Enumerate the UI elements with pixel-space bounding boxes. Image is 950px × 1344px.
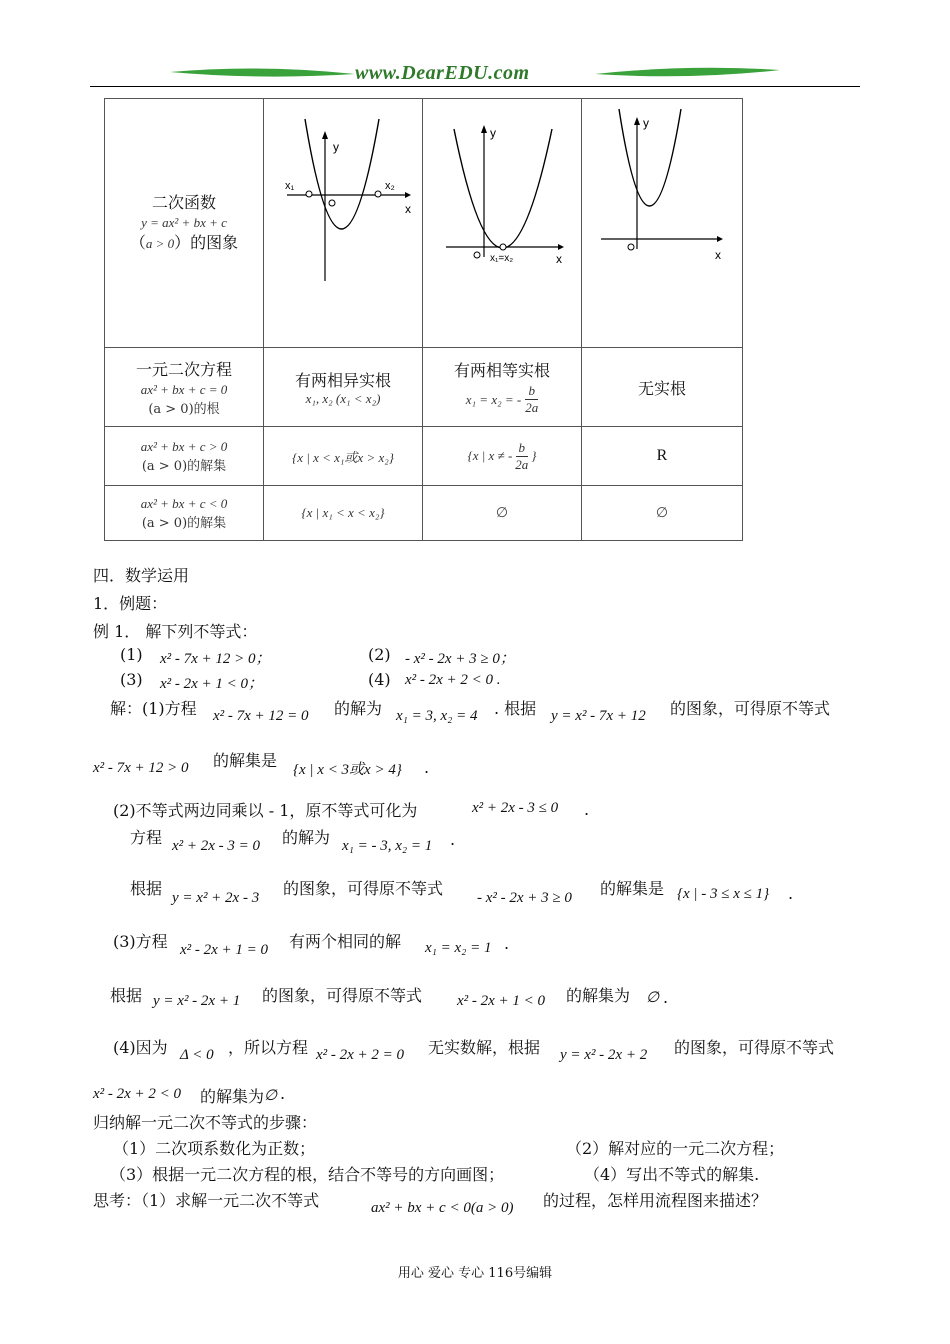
think-text: 思考：（1）求解一元二次不等式 — [93, 1191, 320, 1210]
parabola-two-roots-graph — [265, 99, 421, 343]
condition-suffix: ）的图象 — [174, 232, 239, 252]
row-label-function — [105, 99, 264, 348]
solution-4-text: 无实数解，根据 — [428, 1038, 541, 1057]
problem-1: x² - 7x + 12 > 0； — [160, 651, 271, 667]
table-row — [105, 486, 743, 541]
solution-2-text: 的解为 — [282, 828, 331, 847]
solution-3-roots: x₁ = x₂ = 1 — [425, 940, 492, 956]
graph-two-roots — [264, 99, 423, 348]
greater-solution-double-root — [423, 427, 582, 486]
solution-1-inequality: x² - 7x + 12 > 0 — [93, 760, 189, 776]
solution-4-text: ，所以方程 — [228, 1038, 309, 1057]
solution-1-function: y = x² - 7x + 12 — [551, 708, 646, 724]
no-real-roots-cell: 无实根 — [582, 348, 743, 427]
solution-3-set: ∅ — [646, 990, 660, 1006]
subsection-heading: 1．例题： — [93, 594, 168, 613]
solution-3-period: . — [504, 934, 510, 953]
problem-4-label: (4) — [368, 670, 391, 689]
quadratic-summary-table — [104, 98, 743, 541]
solution-3-text: (3)方程 — [113, 932, 168, 951]
solution-3-function: y = x² - 2x + 1 — [153, 993, 241, 1009]
fraction-numerator: b — [525, 383, 538, 400]
site-title: www.DearEDU.com — [355, 62, 530, 84]
think-text: 的过程，怎样用流程图来描述？ — [543, 1191, 768, 1210]
two-distinct-roots-title: 有两相异实根 — [294, 370, 391, 390]
think-inequality: ax² + bx + c < 0(a > 0) — [371, 1200, 514, 1216]
function-condition — [105, 231, 263, 256]
equation-formula: ax² + bx + c = 0 — [140, 381, 228, 397]
solution-1-text: 的图象，可得原不等式 — [670, 699, 831, 718]
less-formula: ax² + bx + c < 0 — [140, 495, 228, 511]
solution-2-period: . — [788, 884, 794, 903]
problem-2-label: (2) — [368, 645, 391, 664]
solution-4-set: ∅ — [264, 1088, 278, 1104]
function-formula: y = ax² + bx + c — [141, 214, 227, 230]
axis-x-label: x — [405, 202, 411, 216]
solution-4-equation: x² - 2x + 2 = 0 — [316, 1047, 405, 1063]
less-solution-no-roots: ∅ — [582, 486, 743, 541]
axis-y-label: y — [490, 126, 496, 140]
solution-2-text: 的图象，可得原不等式 — [283, 879, 444, 898]
row-label-equation — [105, 348, 264, 427]
solution-1-text: . 根据 — [494, 699, 537, 718]
less-solution-double-root: ∅ — [423, 486, 582, 541]
graph-double-root — [423, 99, 582, 348]
solution-1-period: . — [424, 758, 430, 777]
equation-condition: (a > 0)的根 — [148, 401, 220, 417]
problem-3-label: (3) — [120, 670, 143, 689]
solution-3-text: 根据 — [110, 986, 143, 1005]
solution-4-inequality: x² - 2x + 2 < 0 — [93, 1086, 182, 1102]
solution-3-period: . — [663, 988, 669, 1007]
fraction — [515, 440, 528, 473]
header-rule — [90, 86, 860, 87]
problem-4: x² - 2x + 2 < 0 . — [405, 672, 501, 688]
solution-2-text: 的解集是 — [600, 879, 665, 898]
example-title: 例 1． 解下列不等式： — [93, 622, 258, 641]
solution-1-text: 的解为 — [334, 699, 383, 718]
steps-title: 归纳解一元二次不等式的步骤： — [93, 1113, 318, 1132]
table-row — [105, 427, 743, 486]
step-1: （1）二次项系数化为正数； — [113, 1139, 316, 1158]
axis-x-label: x — [715, 248, 721, 262]
double-root-title: 有两相等实根 — [453, 361, 550, 380]
root-x1-label: x₁ — [285, 180, 295, 192]
greater-solution-two-roots: {x | x < x₁或x > x₂} — [264, 427, 423, 486]
condition-math: a > 0 — [145, 235, 175, 251]
condition-prefix: （ — [129, 232, 146, 252]
greater-solution-math — [468, 440, 537, 473]
double-root-cell — [423, 348, 582, 427]
solution-1-equation: x² - 7x + 12 = 0 — [213, 708, 309, 724]
root-x1-equals-x2-label: x₁=x₂ — [490, 253, 514, 264]
problem-3: x² - 2x + 1 < 0； — [160, 676, 264, 692]
solution-2-function: y = x² + 2x - 3 — [172, 890, 260, 906]
solution-2-text: 根据 — [130, 879, 163, 898]
solution-2-period: . — [450, 830, 456, 849]
equation-label: 一元二次方程 — [135, 359, 232, 379]
solution-2-text: (2)不等式两边同乘以 - 1，原不等式可化为 — [113, 801, 418, 820]
section-heading: 四．数学运用 — [93, 566, 190, 585]
double-root-left: x₁ = x₂ = - — [465, 391, 522, 407]
solution-2-set: {x | - 3 ≤ x ≤ 1} — [677, 886, 770, 902]
parabola-double-root-graph — [424, 99, 580, 343]
parabola-no-roots-graph — [583, 99, 741, 343]
fraction-denominator: 2a — [525, 400, 539, 415]
less-condition: (a > 0)的解集 — [141, 515, 227, 531]
solution-3-inequality: x² - 2x + 1 < 0 — [457, 993, 546, 1009]
fraction-numerator: b — [516, 440, 529, 457]
problem-2: - x² - 2x + 3 ≥ 0； — [405, 651, 515, 667]
fraction — [525, 383, 538, 416]
fraction-denominator: 2a — [515, 456, 529, 472]
solution-1-roots: x₁ = 3, x₂ = 4 — [396, 708, 478, 724]
solution-4-delta: Δ < 0 — [180, 1047, 214, 1063]
two-distinct-roots-math: x₁, x₂ (x₁ < x₂) — [305, 390, 381, 406]
solution-2-inequality: x² + 2x - 3 ≤ 0 — [472, 800, 559, 816]
step-3: （3）根据一元二次方程的根，结合不等号的方向画图； — [110, 1165, 505, 1184]
function-label: 二次函数 — [151, 192, 216, 212]
axis-x-label: x — [556, 252, 562, 266]
solution-4-text: (4)因为 — [113, 1038, 168, 1057]
solution-4-period: . — [280, 1084, 286, 1103]
page-footer: 用心 爱心 专心 116号编辑 — [397, 1266, 553, 1281]
problem-1-label: (1) — [120, 645, 143, 664]
solution-2-roots: x₁ = - 3, x₂ = 1 — [342, 838, 433, 854]
row-label-less — [105, 486, 264, 541]
root-x2-label: x₂ — [385, 180, 395, 192]
solution-3-equation: x² - 2x + 1 = 0 — [180, 942, 269, 958]
set-right: } — [531, 448, 537, 463]
solution-4-text: 的图象，可得原不等式 — [674, 1038, 835, 1057]
solution-3-text: 有两个相同的解 — [289, 932, 402, 951]
greater-condition: (a > 0)的解集 — [141, 458, 227, 474]
axis-y-label: y — [643, 116, 649, 130]
solution-1-text: 的解集是 — [213, 751, 278, 770]
solution-2-text: 方程 — [130, 828, 163, 847]
table-row — [105, 99, 743, 348]
axis-y-label: y — [333, 140, 339, 154]
solution-3-text: 的解集为 — [566, 986, 631, 1005]
solution-2-equation: x² + 2x - 3 = 0 — [172, 838, 261, 854]
table-row — [105, 348, 743, 427]
greater-formula: ax² + bx + c > 0 — [140, 438, 228, 454]
step-2: （2）解对应的一元二次方程； — [566, 1139, 785, 1158]
greater-solution-no-roots: R — [582, 427, 743, 486]
double-root-math — [466, 383, 538, 416]
solution-3-text: 的图象，可得原不等式 — [262, 986, 423, 1005]
solution-2-original: - x² - 2x + 3 ≥ 0 — [477, 890, 572, 906]
row-label-greater — [105, 427, 264, 486]
solution-4-function: y = x² - 2x + 2 — [560, 1047, 648, 1063]
solution-1-set: {x | x < 3或x > 4} — [293, 762, 402, 778]
set-left: {x | x ≠ - — [467, 448, 513, 463]
graph-no-roots — [582, 99, 743, 348]
solution-1-text: 解：(1)方程 — [110, 699, 197, 718]
step-4: （4）写出不等式的解集. — [584, 1165, 760, 1184]
less-solution-two-roots: {x | x₁ < x < x₂} — [264, 486, 423, 541]
solution-2-period: . — [584, 800, 590, 819]
solution-4-text: 的解集为 — [200, 1087, 265, 1106]
two-distinct-roots-cell — [264, 348, 423, 427]
